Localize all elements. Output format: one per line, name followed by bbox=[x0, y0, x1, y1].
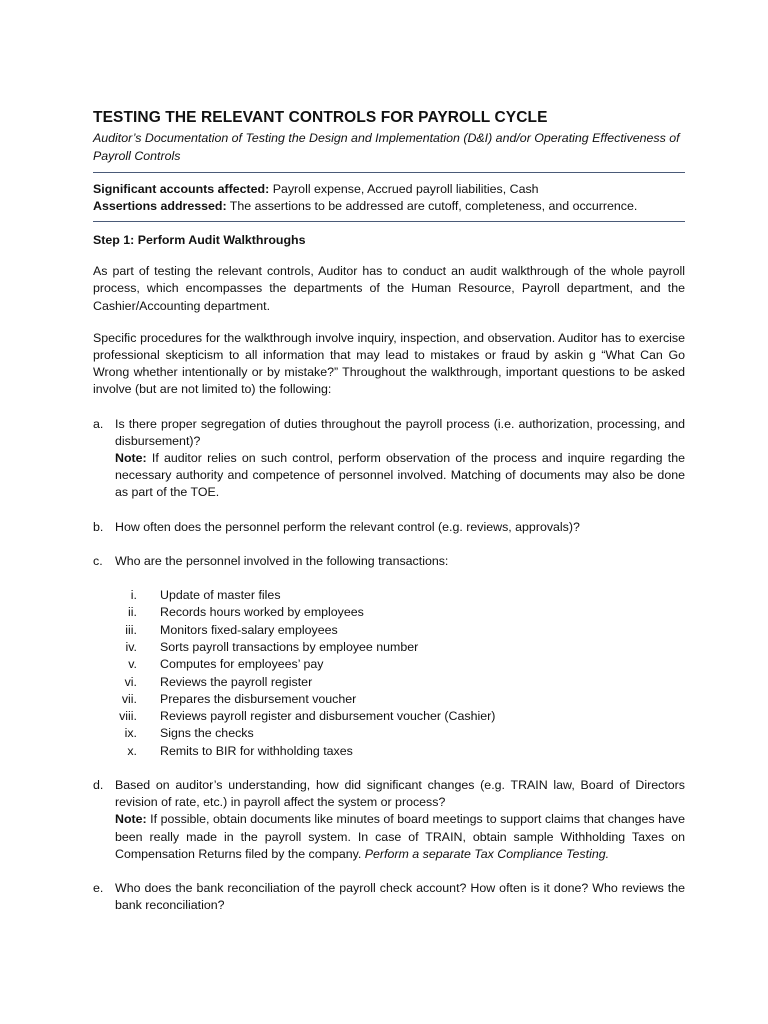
question-text: How often does the personnel perform the relevant control (e.g. reviews, approvals)? bbox=[115, 519, 580, 534]
question-letter: c. bbox=[93, 553, 103, 568]
note-label: Note: bbox=[115, 812, 147, 827]
note-italic-text: Perform a separate Tax Compliance Testing. bbox=[364, 846, 610, 861]
list-text: Computes for employees’ pay bbox=[160, 657, 324, 672]
question-letter: e. bbox=[93, 881, 104, 896]
document-subtitle: Auditor’s Documentation of Testing the Design and Implementation (D&I) and/or Operating Effectiveness of Payroll Controls bbox=[93, 131, 680, 163]
assertions-value: The assertions to be addressed are cutoff, completeness, and occurrence. bbox=[226, 199, 638, 213]
list-item bbox=[93, 639, 685, 656]
list-item bbox=[93, 656, 685, 673]
significant-accounts-value: Payroll expense, Accrued payroll liabilities, Cash bbox=[269, 182, 539, 196]
list-number: x. bbox=[127, 743, 137, 758]
question-letter: d. bbox=[93, 778, 104, 793]
list-item bbox=[93, 708, 685, 725]
question-text: Based on auditor’s understanding, how did significant changes (e.g. TRAIN law, Board of Directors revision of rate, etc.) in payroll affect the system or process? bbox=[115, 778, 685, 810]
list-number: v. bbox=[128, 657, 137, 672]
list-number: iii. bbox=[125, 622, 137, 637]
paragraph-walkthrough: As part of testing the relevant controls, Auditor has to conduct an audit walkthrough of the whole payroll process, which encompasses the departments of the Human Resource, Payroll department, and the Cashier/Accounting department. bbox=[93, 264, 685, 313]
list-number: ix. bbox=[124, 726, 137, 741]
significant-accounts-label: Significant accounts affected: bbox=[93, 182, 270, 196]
list-text: Records hours worked by employees bbox=[160, 605, 364, 620]
assertions-line bbox=[93, 198, 685, 215]
question-letter: b. bbox=[93, 519, 104, 534]
divider-top bbox=[93, 172, 685, 173]
note-text: If auditor relies on such control, perform observation of the process and inquire regarding the necessary authority and competence of personnel involved. Matching of documents may also be done as part of the TOE. bbox=[115, 451, 685, 500]
question-a bbox=[93, 416, 685, 502]
list-number: vi. bbox=[124, 674, 137, 689]
transactions-list bbox=[93, 587, 685, 760]
paragraph-procedures: Specific procedures for the walkthrough involve inquiry, inspection, and observation. Auditor has to exercise professional skepticism to all information that may lead to mistakes or fraud by askin g “What Can Go Wrong whether intentionally or by mistake?” Throughout the walkthrough, important questions to be asked involve (but are not limited to) the following: bbox=[93, 330, 685, 397]
list-text: Sorts payroll transactions by employee number bbox=[160, 639, 419, 654]
accounts-section bbox=[93, 181, 685, 215]
list-item bbox=[93, 691, 685, 708]
question-d bbox=[93, 777, 685, 863]
list-item bbox=[93, 604, 685, 621]
assertions-label: Assertions addressed: bbox=[93, 199, 227, 213]
document-title: TESTING THE RELEVANT CONTROLS FOR PAYROLL CYCLE bbox=[93, 109, 548, 126]
question-e bbox=[93, 880, 685, 914]
list-number: ii. bbox=[128, 605, 137, 620]
step-heading: Step 1: Perform Audit Walkthroughs bbox=[93, 233, 306, 247]
list-number: iv. bbox=[125, 639, 137, 654]
question-b bbox=[93, 519, 685, 536]
list-item bbox=[93, 622, 685, 639]
list-text: Prepares the disbursement voucher bbox=[160, 691, 357, 706]
list-item bbox=[93, 587, 685, 604]
list-item bbox=[93, 743, 685, 760]
list-text: Update of master files bbox=[160, 588, 281, 603]
question-c bbox=[93, 553, 685, 570]
list-item bbox=[93, 674, 685, 691]
note-text: If possible, obtain documents like minutes of board meetings to support claims that changes have been really made in the payroll system. In case of TRAIN, obtain sample Withholding Taxes on Compensation Returns filed by the company. bbox=[115, 812, 685, 861]
divider-bottom bbox=[93, 221, 685, 222]
document-body bbox=[93, 108, 685, 914]
question-note bbox=[115, 811, 685, 863]
list-text: Monitors fixed-salary employees bbox=[160, 622, 338, 637]
significant-accounts-line bbox=[93, 181, 685, 198]
note-label: Note: bbox=[115, 451, 147, 466]
list-text: Reviews payroll register and disbursement voucher (Cashier) bbox=[160, 709, 496, 724]
question-letter: a. bbox=[93, 416, 104, 431]
question-text: Is there proper segregation of duties throughout the payroll process (i.e. authorization, processing, and disbursement)? bbox=[115, 416, 685, 448]
list-item bbox=[93, 725, 685, 742]
question-note bbox=[115, 450, 685, 502]
list-text: Remits to BIR for withholding taxes bbox=[160, 743, 353, 758]
list-number: vii. bbox=[121, 691, 137, 706]
list-number: i. bbox=[130, 588, 137, 603]
question-text: Who are the personnel involved in the following transactions: bbox=[115, 553, 449, 568]
list-number: viii. bbox=[119, 709, 137, 724]
question-text: Who does the bank reconciliation of the payroll check account? How often is it done? Who reviews the bank reconciliation? bbox=[115, 881, 685, 913]
list-text: Signs the checks bbox=[160, 726, 254, 741]
list-text: Reviews the payroll register bbox=[160, 674, 313, 689]
